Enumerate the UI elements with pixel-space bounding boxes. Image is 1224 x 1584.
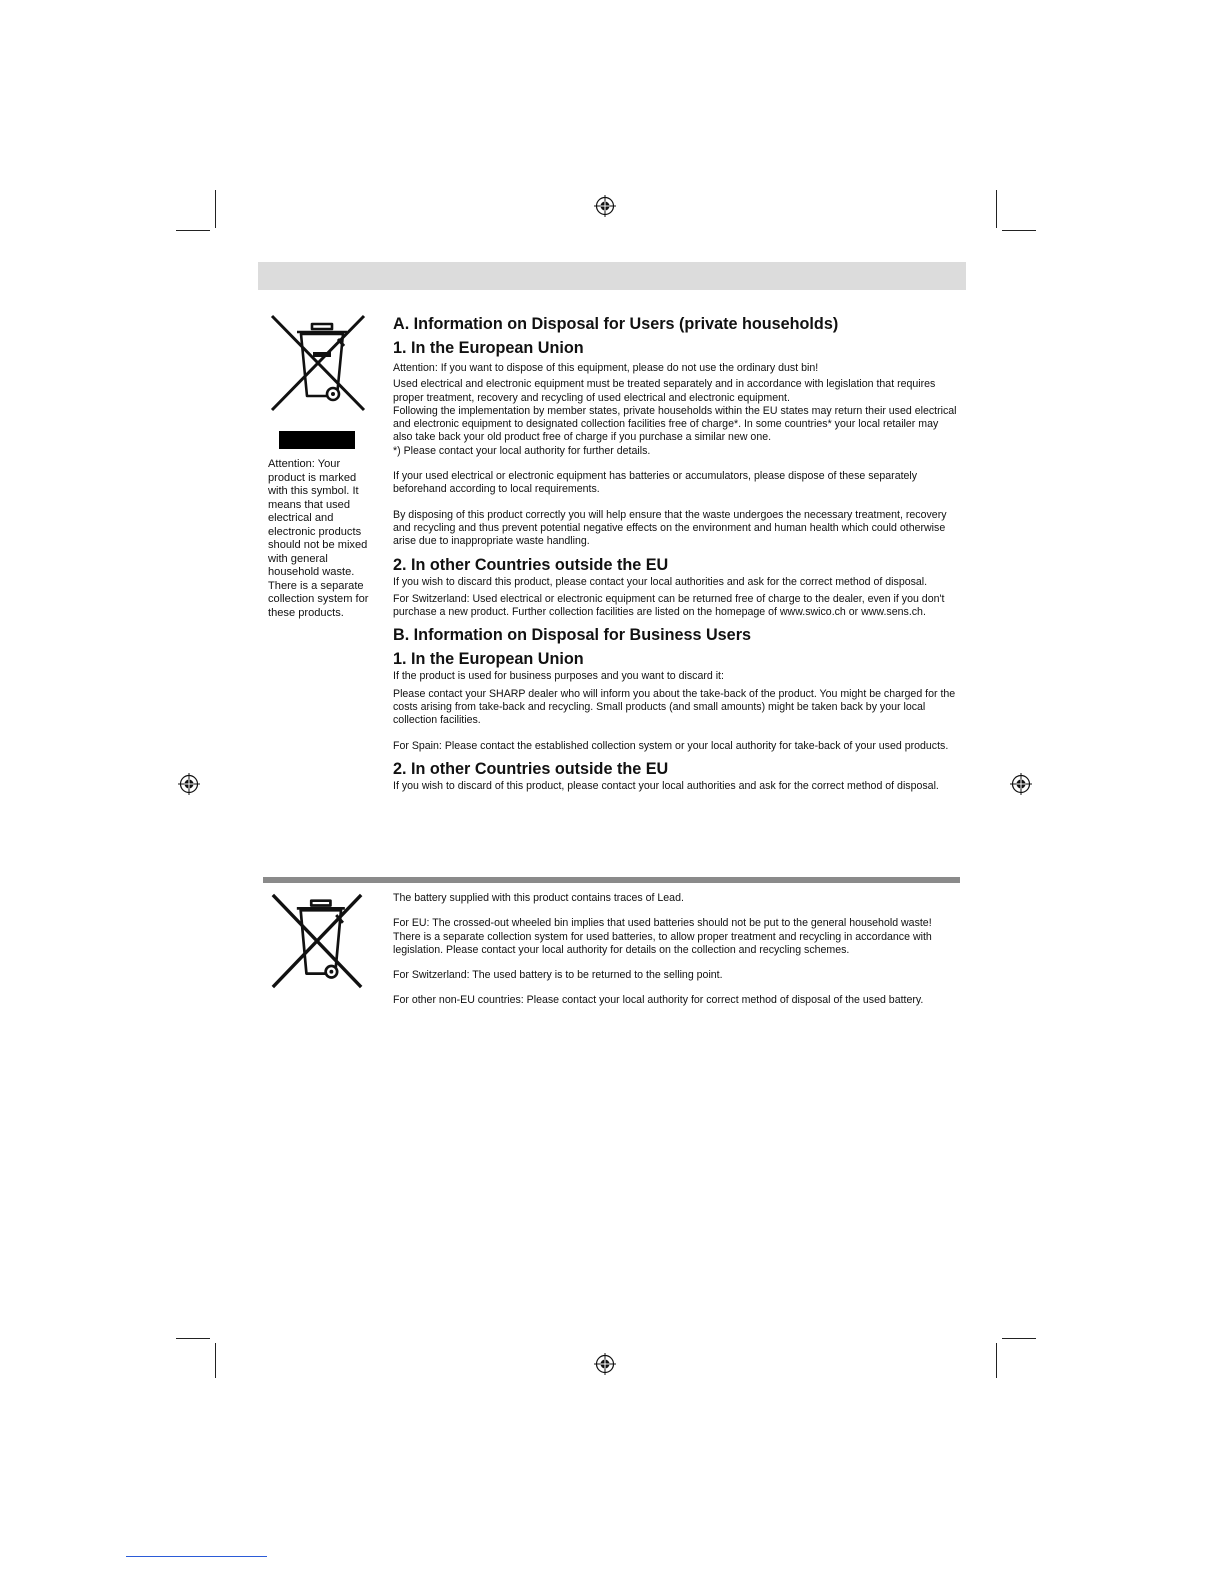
- side-note: Attention: Your product is marked with this symbol. It means that used electrical and electronic products should not be mixed with general household waste. There is a separate collection system for these products.: [268, 458, 369, 619]
- section-b-other-heading: 2. In other Countries outside the EU: [393, 759, 669, 778]
- section-a-other-para2: For Switzerland: Used electrical or electronic equipment can be returned free of charge to the dealer, even if you don't purchase a new product. Further collection facilities are listed on the homepage of www.swico.ch or www.sens.ch.: [393, 592, 945, 619]
- section-a-eu-para2: Following the implementation by member states, private households within the EU states may return their used electrical and electronic equipment to designated collection facilities free of charge*. In some countries* your local retailer may also take back your old product free of charge if you purchase a similar new one.: [393, 404, 957, 444]
- battery-separator-bar: [263, 877, 960, 883]
- crossed-out-wheeled-bin-icon: [268, 314, 368, 414]
- section-header-bar: [258, 262, 966, 290]
- section-b-eu-para2: Please contact your SHARP dealer who will inform you about the take-back of the product. You might be charged for the costs arising from take-back and recycling. Small products (and small amounts) might be taken back by your local collection facilities.: [393, 687, 956, 727]
- section-a-eu-para1: Used electrical and electronic equipment must be treated separately and in accordance with legislation that requires proper treatment, recovery and recycling of used electrical and electronic equipment.: [393, 378, 936, 404]
- battery-content: [393, 892, 959, 1008]
- main-content: [393, 314, 959, 793]
- crop-mark-top-left-h: [176, 230, 210, 231]
- section-b-eu-para1: If the product is used for business purposes and you want to discard it:: [393, 670, 724, 683]
- registration-mark-icon: [594, 1353, 616, 1375]
- weee-black-bar: [279, 431, 355, 449]
- bottom-underline: [126, 1556, 267, 1557]
- section-b-eu-para3: For Spain: Please contact the established collection system or your local authority for take-back of your used products.: [393, 739, 949, 752]
- section-a-other-para1: If you wish to discard this product, please contact your local authorities and ask for the correct method of disposal.: [393, 575, 928, 588]
- crop-mark-bottom-right-v: [996, 1343, 997, 1378]
- section-a-eu-attention: Attention: If you want to dispose of this equipment, please do not use the ordinary dust bin!: [393, 362, 819, 374]
- registration-mark-icon: [178, 773, 200, 795]
- section-a-heading: A. Information on Disposal for Users (private households): [393, 315, 839, 333]
- battery-para4: For other non-EU countries: Please contact your local authority for correct method of disposal of the used battery.: [393, 994, 924, 1007]
- battery-para1: The battery supplied with this product contains traces of Lead.: [393, 892, 684, 904]
- crop-mark-top-right-v: [996, 190, 997, 228]
- section-a-eu-para3: If your used electrical or electronic equipment has batteries or accumulators, please dispose of these separately beforehand according to local requirements.: [393, 470, 918, 496]
- crop-mark-bottom-left-h: [176, 1338, 210, 1339]
- battery-para3: For Switzerland: The used battery is to be returned to the selling point.: [393, 969, 723, 982]
- section-a-eu-para4: By disposing of this product correctly you will help ensure that the waste undergoes the necessary treatment, recovery and recycling and thus prevent potential negative effects on the environment and human health which could otherwise arise due to inappropriate waste handling.: [393, 508, 947, 548]
- registration-mark-icon: [594, 195, 616, 217]
- crop-mark-bottom-right-h: [1002, 1338, 1036, 1339]
- section-b-eu-heading: 1. In the European Union: [393, 650, 584, 669]
- crop-mark-top-right-h: [1002, 230, 1036, 231]
- registration-mark-icon: [1010, 773, 1032, 795]
- crop-mark-bottom-left-v: [215, 1343, 216, 1378]
- section-a-eu-heading: 1. In the European Union: [393, 339, 584, 357]
- battery-para2: For EU: The crossed-out wheeled bin implies that used batteries should not be put to the general household waste! There is a separate collection system for used batteries, to allow proper treatment and recycling in accordance with legislation. Please contact your local authority for details on the collection and recycling schemes.: [393, 917, 932, 956]
- crossed-out-wheeled-bin-icon: [268, 893, 366, 989]
- section-a-eu-footnote: *) Please contact your local authority for further details.: [393, 444, 651, 457]
- section-b-heading: B. Information on Disposal for Business Users: [393, 626, 751, 645]
- section-b-other-para1: If you wish to discard of this product, please contact your local authorities and ask for the correct method of disposal.: [393, 779, 939, 792]
- section-a-other-heading: 2. In other Countries outside the EU: [393, 555, 669, 574]
- crop-mark-top-left-v: [215, 190, 216, 228]
